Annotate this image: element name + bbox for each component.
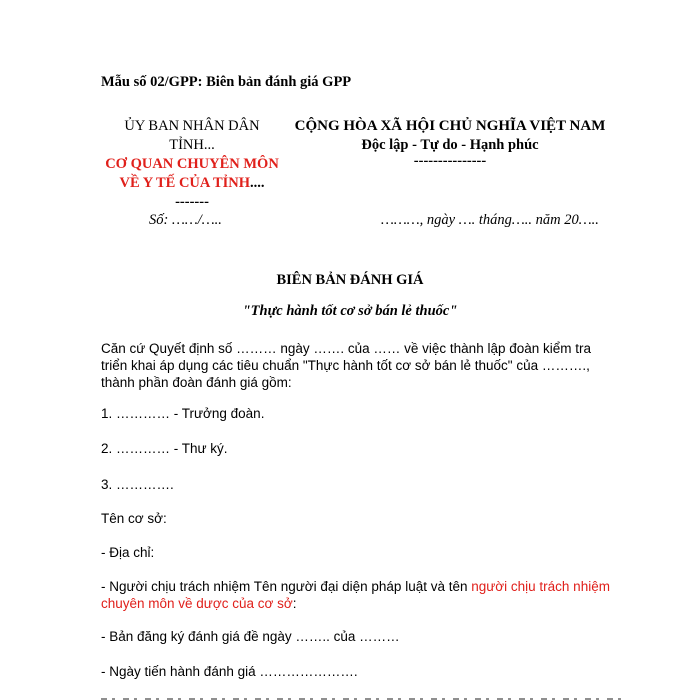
responsible-person: [101, 578, 661, 612]
facility-address: - Địa chỉ:: [101, 545, 155, 560]
agency-suffix: ....: [250, 175, 265, 191]
left-header: [92, 117, 292, 212]
national-motto: Độc lập - Tự do - Hạnh phúc: [361, 137, 539, 153]
intro-line: triển khai áp dụng các tiêu chuẩn "Thực hành tốt cơ sở bán lẻ thuốc" của ……….,: [101, 358, 590, 373]
province-name: TỈNH...: [169, 137, 215, 153]
evaluation-date-line: - Ngày tiến hành đánh giá ………………….: [101, 664, 358, 679]
document-date: ………, ngày …. tháng….. năm 20…..: [381, 212, 599, 228]
agency-name-line2: [92, 174, 292, 193]
member-item: 1. ………… - Trưởng đoàn.: [101, 406, 265, 421]
responsible-prefix: - Người chịu trách nhiệm Tên người đại diện pháp luật và tên: [101, 579, 472, 594]
right-header: [285, 117, 615, 167]
responsible-line1: [101, 578, 661, 595]
nation-name: CỘNG HÒA XÃ HỘI CHỦ NGHĨA VIỆT NAM: [294, 118, 606, 134]
facility-name: Tên cơ sở:: [101, 511, 167, 526]
form-title: Mẫu số 02/GPP: Biên bản đánh giá GPP: [101, 74, 352, 90]
committee-name: ỦY BAN NHÂN DÂN: [124, 118, 260, 134]
responsible-red-text: người chịu trách nhiệm: [471, 579, 610, 594]
responsible-suffix: :: [292, 596, 297, 611]
doc-title: BIÊN BẢN ĐÁNH GIÁ: [276, 272, 424, 288]
registration-line: - Bản đăng ký đánh giá đề ngày …….. của ………: [101, 629, 400, 644]
responsible-line2: [101, 595, 661, 612]
intro-line: thành phần đoàn đánh giá gồm:: [101, 375, 292, 390]
member-item: 2. ………… - Thư ký.: [101, 441, 228, 456]
responsible-red-text-2: chuyên môn về dược của cơ sở: [101, 596, 293, 611]
left-divider: -------: [175, 194, 209, 210]
member-item: 3. ………….: [101, 477, 174, 492]
intro-line: Căn cứ Quyết định số ……… ngày ……. của …… về việc thành lập đoàn kiểm tra: [101, 341, 592, 356]
right-divider: ---------------: [413, 153, 487, 169]
agency-name-text: VỀ Y TẾ CỦA TỈNH: [119, 175, 251, 191]
intro-paragraph: [101, 340, 591, 391]
document-number: Số: ……/…..: [149, 212, 222, 228]
doc-subtitle: "Thực hành tốt cơ sở bán lẻ thuốc": [242, 303, 458, 319]
cut-off-line: [101, 696, 621, 700]
agency-name-line1: CƠ QUAN CHUYÊN MÔN: [105, 156, 279, 172]
